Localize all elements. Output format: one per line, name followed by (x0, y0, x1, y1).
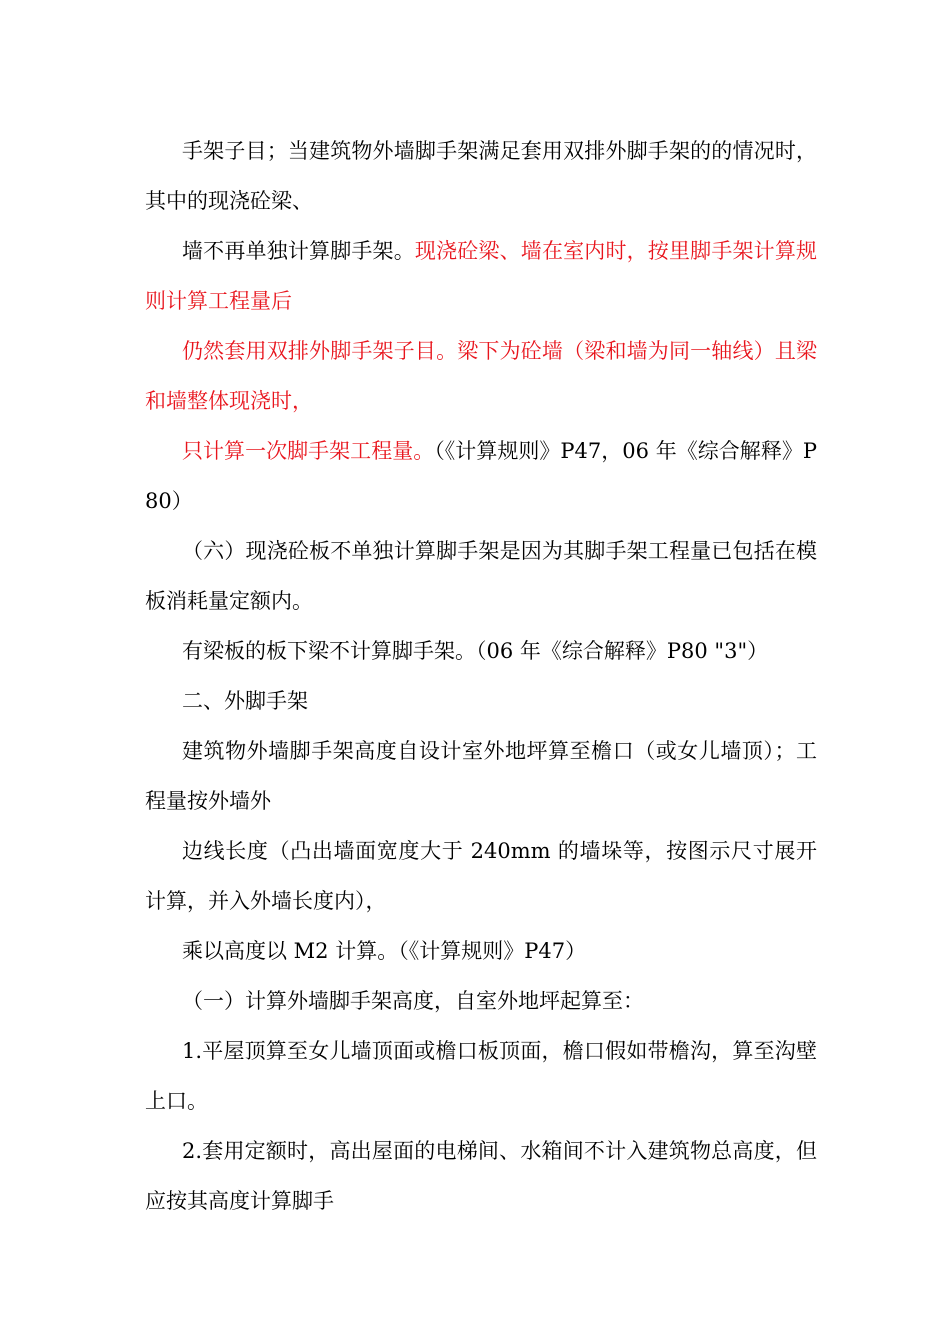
paragraph-8 (145, 726, 817, 826)
paragraph-12-line-2: 壁上口。 (145, 1039, 817, 1113)
paragraph-11 (145, 976, 817, 1026)
paragraph-12 (145, 1026, 817, 1126)
paragraph-3-line-2: 梁和墙整体现浇时， (145, 339, 817, 413)
document-body (145, 126, 817, 1226)
paragraph-6-line-1: 有梁板的板下梁不计算脚手架。（06 年《综合解释》P80 "3"） (182, 639, 769, 663)
paragraph-10-line-1: 乘以高度以 M2 计算。（《计算规则》P47） (182, 939, 587, 963)
paragraph-3-line-1: 仍然套用双排外脚手架子目。梁下为砼墙（梁和墙为同一轴线）且 (182, 339, 796, 363)
paragraph-4-highlight: 只计算一次脚手架工程量。 (182, 439, 435, 463)
paragraph-4-line-2: 释》P80） (145, 439, 817, 513)
paragraph-8-line-2: 工程量按外墙外 (145, 739, 818, 813)
paragraph-2-highlight: 现浇砼梁、墙在室内时，按里脚手架计算 (414, 239, 797, 263)
section-heading-text: 二、外脚手架 (182, 689, 308, 713)
paragraph-2 (145, 226, 817, 326)
paragraph-3 (145, 326, 817, 426)
paragraph-1 (145, 126, 817, 226)
paragraph-13-line-2: 但应按其高度计算脚手 (145, 1139, 817, 1213)
paragraph-6 (145, 626, 817, 676)
paragraph-11-line-1: （一）计算外墙脚手架高度，自室外地坪起算至： (182, 989, 644, 1013)
paragraph-4-citation: （《计算规则》P47，06 年《综合解 (434, 439, 761, 463)
paragraph-4 (145, 426, 817, 526)
paragraph-1-line-1: 手架子目；当建筑物外墙脚手架满足套用双排外脚手架的的情况时， (182, 139, 817, 163)
paragraph-10 (145, 926, 817, 976)
paragraph-2-text: 墙不再单独计算脚手架。 (182, 239, 415, 263)
paragraph-12-line-1: 1.平屋顶算至女儿墙顶面或檐口板顶面，檐口假如带檐沟，算至沟 (182, 1039, 796, 1063)
paragraph-5-line-1: （六）现浇砼板不单独计算脚手架是因为其脚手架工程量已包括在 (182, 539, 796, 563)
paragraph-5-line-2: 模板消耗量定额内。 (145, 539, 817, 613)
paragraph-13 (145, 1126, 817, 1226)
paragraph-8-line-1: 建筑物外墙脚手架高度自设计室外地坪算至檐口（或女儿墙顶）； (182, 739, 796, 763)
paragraph-13-line-1: 2.套用定额时，高出屋面的电梯间、水箱间不计入建筑物总高度， (182, 1139, 796, 1163)
paragraph-9-line-2: 计算，并入外墙长度内）， (145, 889, 387, 913)
paragraph-9-line-1: 边线长度（凸出墙面宽度大于 240mm 的墙垛等，按图示尺寸展开 (182, 839, 817, 863)
paragraph-5 (145, 526, 817, 626)
section-heading-external-scaffold (145, 676, 817, 726)
paragraph-1-line-2: 其中的现浇砼梁、 (145, 189, 313, 213)
paragraph-9 (145, 826, 817, 926)
paragraph-2-highlight-cont: 规则计算工程量后 (145, 239, 818, 313)
